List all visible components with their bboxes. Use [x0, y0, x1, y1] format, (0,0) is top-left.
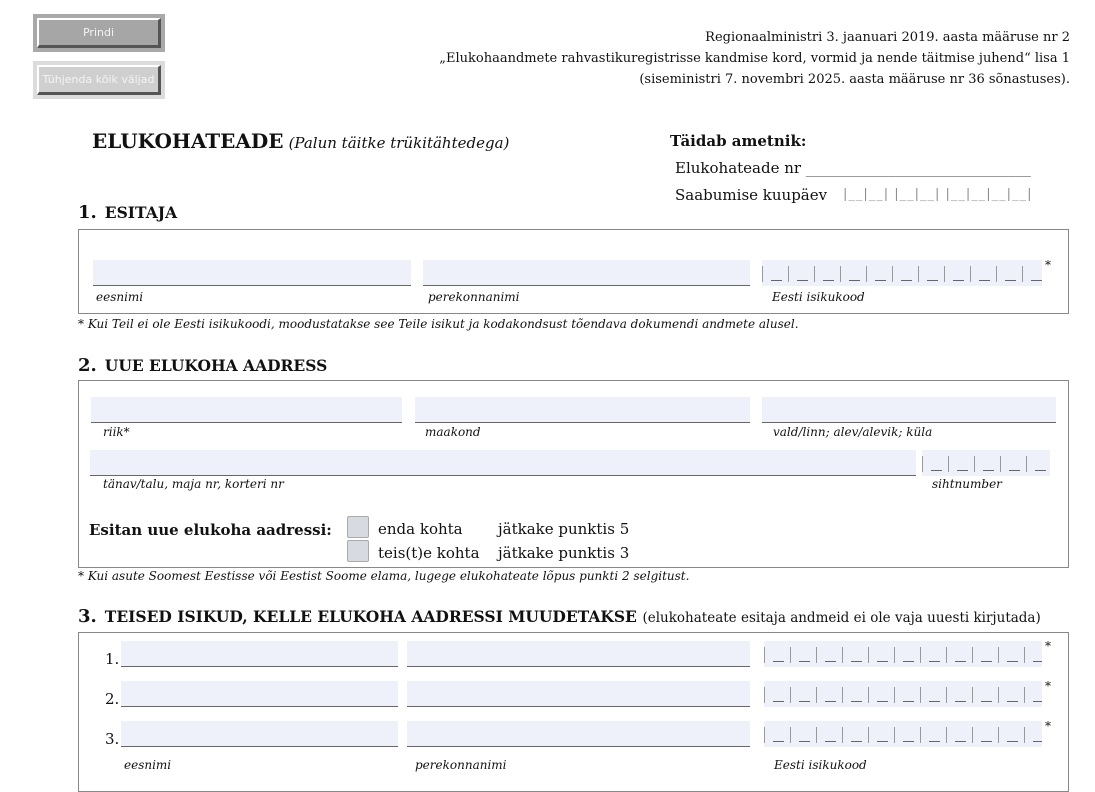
person-3-last-name-input[interactable]: [407, 721, 750, 747]
section-title: ESITAJA: [104, 203, 178, 222]
section-2-heading: [78, 355, 327, 376]
last-name-label: perekonnanimi: [428, 290, 520, 304]
for-self-next: jätkake punktis 5: [498, 520, 630, 538]
print-button[interactable]: [33, 14, 165, 52]
person-3-personal-code-input[interactable]: [764, 721, 1042, 747]
for-others-label: teis(t)e kohta: [378, 544, 480, 562]
postal-code-input[interactable]: [922, 450, 1050, 476]
section-number: 3.: [78, 606, 97, 627]
person-1-first-name-input[interactable]: [121, 641, 398, 667]
for-self-checkbox[interactable]: [347, 516, 369, 538]
street-input[interactable]: [90, 450, 916, 476]
regulation-line-1: Regionaalministri 3. jaanuari 2019. aasta määruse nr 2: [705, 30, 1070, 45]
postal-code-label: sihtnumber: [932, 477, 1002, 491]
municipality-input[interactable]: [762, 397, 1056, 423]
personal-code-label: Eesti isikukood: [774, 758, 867, 772]
official-heading: Täidab ametnik:: [670, 132, 807, 150]
submit-for-label: Esitan uue elukoha aadressi:: [89, 521, 332, 539]
regulation-line-2: „Elukohaandmete rahvastikuregistrisse kandmise kord, vormid ja nende täitmise juhend“ lisa 1: [439, 51, 1070, 66]
section-1-note: * Kui Teil ei ole Eesti isikukoodi, moodustatakse see Teile isikut ja kodakondsust tõendava dokumendi andmete alusel.: [78, 317, 799, 331]
for-others-checkbox[interactable]: [347, 540, 369, 562]
section-title: UUE ELUKOHA AADRESS: [104, 356, 328, 375]
row-number: 1.: [105, 650, 120, 668]
person-2-personal-code-input[interactable]: [764, 681, 1042, 707]
country-input[interactable]: [91, 397, 402, 423]
for-self-label: enda kohta: [378, 520, 463, 538]
arrival-date-comb: |__|__| |__|__| |__|__|__|__|: [843, 187, 1033, 202]
print-button-label: Prindi: [37, 18, 161, 48]
required-star: *: [1045, 258, 1051, 272]
person-2-last-name-input[interactable]: [407, 681, 750, 707]
arrival-date-label: Saabumise kuupäev: [675, 186, 828, 204]
required-star: *: [1045, 679, 1051, 693]
county-input[interactable]: [415, 397, 750, 423]
first-name-label: eesnimi: [124, 758, 172, 772]
regulation-line-3: (siseministri 7. novembri 2025. aasta määruse nr 36 sõnastuses).: [639, 72, 1070, 87]
section-number: 1.: [78, 202, 97, 223]
section-1-heading: [78, 202, 177, 223]
person-3-first-name-input[interactable]: [121, 721, 398, 747]
county-label: maakond: [425, 425, 481, 439]
section-3-heading: [78, 606, 1041, 627]
row-number: 3.: [105, 730, 120, 748]
country-label: riik*: [103, 425, 130, 439]
last-name-input[interactable]: [423, 260, 750, 286]
notice-number-label: Elukohateade nr: [675, 159, 806, 177]
personal-code-label: Eesti isikukood: [772, 290, 865, 304]
required-star: *: [1045, 639, 1051, 653]
row-number: 2.: [105, 690, 120, 708]
notice-number-row: [675, 159, 1031, 177]
form-subtitle: (Palun täitke trükitähtedega): [288, 134, 510, 152]
notice-number-line: ______________________________: [805, 159, 1031, 177]
municipality-label: vald/linn; alev/alevik; küla: [773, 425, 933, 439]
person-1-last-name-input[interactable]: [407, 641, 750, 667]
for-others-next: jätkake punktis 3: [498, 544, 630, 562]
section-number: 2.: [78, 355, 97, 376]
required-star: *: [1045, 719, 1051, 733]
form-title: ELUKOHATEADE: [92, 129, 284, 153]
form-title-block: [92, 129, 509, 153]
street-label: tänav/talu, maja nr, korteri nr: [103, 477, 284, 491]
clear-all-fields-button[interactable]: [33, 61, 165, 99]
section-3-hint: (elukohateate esitaja andmeid ei ole vaja uuesti kirjutada): [642, 610, 1041, 626]
section-title: TEISED ISIKUD, KELLE ELUKOHA AADRESSI MUUDETAKSE: [104, 607, 637, 626]
first-name-label: eesnimi: [96, 290, 144, 304]
section-2-note: * Kui asute Soomest Eestisse või Eestist Soome elama, lugege elukohateate lõpus punkti 2 selgitust.: [78, 569, 690, 583]
person-1-personal-code-input[interactable]: [764, 641, 1042, 667]
person-2-first-name-input[interactable]: [121, 681, 398, 707]
first-name-input[interactable]: [93, 260, 411, 286]
personal-code-input[interactable]: [762, 260, 1042, 286]
last-name-label: perekonnanimi: [415, 758, 507, 772]
clear-button-label: Tühjenda kõik väljad: [37, 65, 161, 95]
